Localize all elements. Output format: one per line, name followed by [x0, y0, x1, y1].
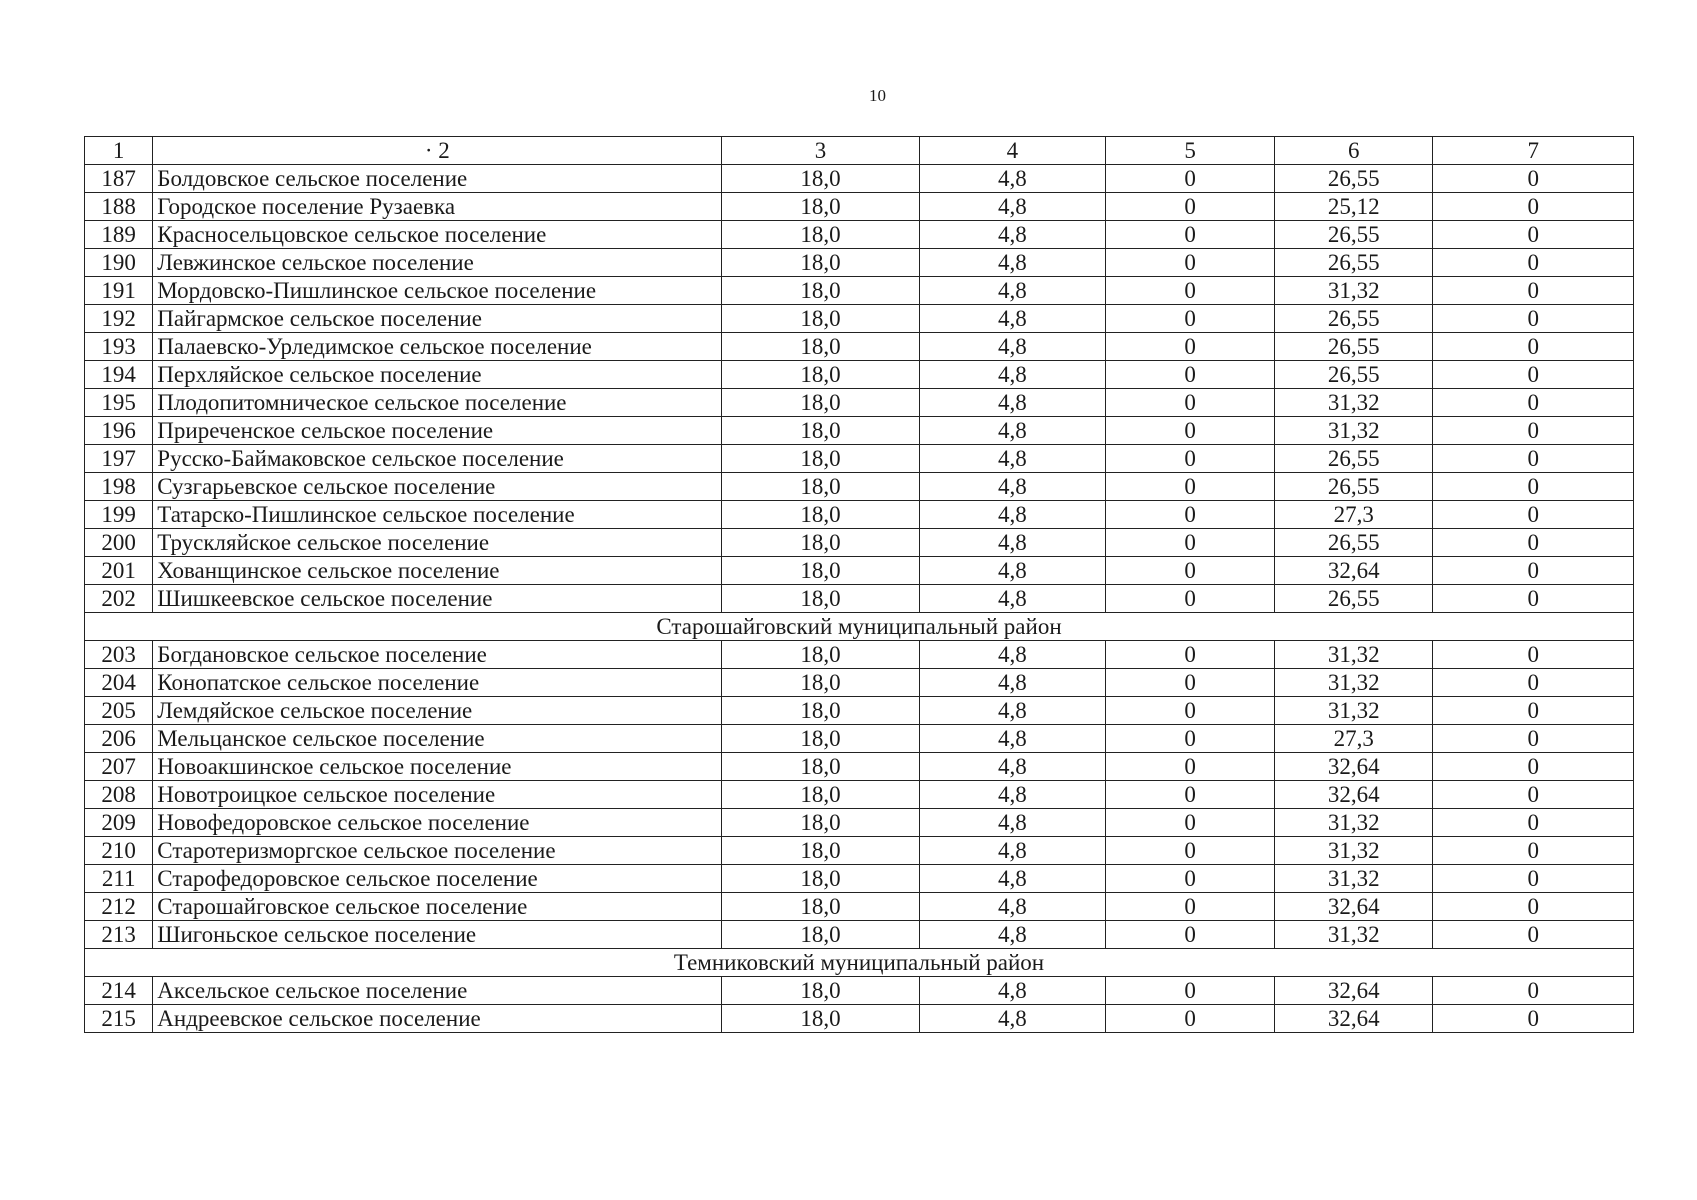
row-number: 192: [85, 305, 153, 333]
value-col-6: 26,55: [1275, 529, 1433, 557]
value-col-5: 0: [1106, 221, 1275, 249]
header-cell-4: 4: [919, 137, 1105, 165]
value-col-5: 0: [1106, 697, 1275, 725]
value-col-7: 0: [1433, 445, 1634, 473]
value-col-6: 31,32: [1275, 417, 1433, 445]
value-col-5: 0: [1106, 361, 1275, 389]
row-number: 214: [85, 977, 153, 1005]
value-col-5: 0: [1106, 529, 1275, 557]
header-cell-3: 3: [722, 137, 919, 165]
value-col-3: 18,0: [722, 921, 919, 949]
settlement-name: Трускляйское сельское поселение: [153, 529, 722, 557]
row-number: 193: [85, 333, 153, 361]
value-col-5: 0: [1106, 641, 1275, 669]
row-number: 196: [85, 417, 153, 445]
value-col-6: 31,32: [1275, 389, 1433, 417]
table-row: [85, 753, 1634, 781]
value-col-7: 0: [1433, 641, 1634, 669]
settlement-name: Хованщинское сельское поселение: [153, 557, 722, 585]
value-col-4: 4,8: [919, 389, 1105, 417]
value-col-4: 4,8: [919, 865, 1105, 893]
value-col-5: 0: [1106, 417, 1275, 445]
value-col-4: 4,8: [919, 557, 1105, 585]
header-cell-1: 1: [85, 137, 153, 165]
header-cell-7: 7: [1433, 137, 1634, 165]
value-col-7: 0: [1433, 473, 1634, 501]
table-row: [85, 249, 1634, 277]
value-col-6: 31,32: [1275, 277, 1433, 305]
header-cell-6: 6: [1275, 137, 1433, 165]
value-col-4: 4,8: [919, 893, 1105, 921]
settlement-name: Старофедоровское сельское поселение: [153, 865, 722, 893]
value-col-5: 0: [1106, 1005, 1275, 1033]
value-col-4: 4,8: [919, 305, 1105, 333]
table-row: [85, 921, 1634, 949]
settlement-name: Пайгармское сельское поселение: [153, 305, 722, 333]
value-col-7: 0: [1433, 305, 1634, 333]
settlement-name: Плодопитомническое сельское поселение: [153, 389, 722, 417]
value-col-5: 0: [1106, 669, 1275, 697]
table-row: [85, 781, 1634, 809]
value-col-3: 18,0: [722, 221, 919, 249]
settlement-name: Сузгарьевское сельское поселение: [153, 473, 722, 501]
value-col-4: 4,8: [919, 753, 1105, 781]
settlement-name: Новофедоровское сельское поселение: [153, 809, 722, 837]
value-col-5: 0: [1106, 305, 1275, 333]
value-col-3: 18,0: [722, 529, 919, 557]
value-col-6: 26,55: [1275, 333, 1433, 361]
value-col-4: 4,8: [919, 249, 1105, 277]
value-col-6: 26,55: [1275, 249, 1433, 277]
value-col-6: 32,64: [1275, 1005, 1433, 1033]
table-row: [85, 389, 1634, 417]
table-body: [85, 137, 1634, 1033]
settlement-name: Мельцанское сельское поселение: [153, 725, 722, 753]
value-col-4: 4,8: [919, 501, 1105, 529]
table-row: [85, 361, 1634, 389]
value-col-6: 31,32: [1275, 837, 1433, 865]
value-col-5: 0: [1106, 921, 1275, 949]
value-col-7: 0: [1433, 865, 1634, 893]
value-col-4: 4,8: [919, 977, 1105, 1005]
table-row: [85, 585, 1634, 613]
settlement-name: Приреченское сельское поселение: [153, 417, 722, 445]
value-col-5: 0: [1106, 165, 1275, 193]
value-col-7: 0: [1433, 725, 1634, 753]
value-col-5: 0: [1106, 473, 1275, 501]
value-col-3: 18,0: [722, 361, 919, 389]
row-number: 187: [85, 165, 153, 193]
table-row: [85, 977, 1634, 1005]
value-col-7: 0: [1433, 753, 1634, 781]
value-col-5: 0: [1106, 753, 1275, 781]
header-row: [85, 137, 1634, 165]
settlement-name: Городское поселение Рузаевка: [153, 193, 722, 221]
value-col-6: 32,64: [1275, 753, 1433, 781]
value-col-4: 4,8: [919, 1005, 1105, 1033]
row-number: 205: [85, 697, 153, 725]
table-row: [85, 669, 1634, 697]
value-col-6: 31,32: [1275, 865, 1433, 893]
table-row: [85, 193, 1634, 221]
value-col-7: 0: [1433, 417, 1634, 445]
table-row: [85, 1005, 1634, 1033]
settlement-name: Старошайговское сельское поселение: [153, 893, 722, 921]
value-col-5: 0: [1106, 501, 1275, 529]
value-col-7: 0: [1433, 1005, 1634, 1033]
value-col-6: 31,32: [1275, 921, 1433, 949]
row-number: 197: [85, 445, 153, 473]
value-col-7: 0: [1433, 361, 1634, 389]
district-heading-row: [85, 613, 1634, 641]
value-col-4: 4,8: [919, 921, 1105, 949]
value-col-7: 0: [1433, 193, 1634, 221]
value-col-3: 18,0: [722, 781, 919, 809]
value-col-5: 0: [1106, 557, 1275, 585]
district-heading: Темниковский муниципальный район: [85, 949, 1634, 977]
value-col-3: 18,0: [722, 165, 919, 193]
value-col-3: 18,0: [722, 389, 919, 417]
settlement-name: Перхляйское сельское поселение: [153, 361, 722, 389]
value-col-3: 18,0: [722, 249, 919, 277]
settlement-name: Палаевско-Урледимское сельское поселение: [153, 333, 722, 361]
value-col-4: 4,8: [919, 725, 1105, 753]
settlement-name: Новотроицкое сельское поселение: [153, 781, 722, 809]
table-row: [85, 641, 1634, 669]
value-col-6: 31,32: [1275, 697, 1433, 725]
row-number: 202: [85, 585, 153, 613]
value-col-5: 0: [1106, 781, 1275, 809]
value-col-7: 0: [1433, 893, 1634, 921]
table-row: [85, 837, 1634, 865]
value-col-7: 0: [1433, 501, 1634, 529]
data-table: [84, 136, 1634, 1033]
table-row: [85, 557, 1634, 585]
value-col-6: 27,3: [1275, 725, 1433, 753]
header-cell-5: 5: [1106, 137, 1275, 165]
header-cell-2: · 2: [153, 137, 722, 165]
row-number: 213: [85, 921, 153, 949]
row-number: 198: [85, 473, 153, 501]
value-col-6: 32,64: [1275, 893, 1433, 921]
value-col-3: 18,0: [722, 445, 919, 473]
value-col-6: 27,3: [1275, 501, 1433, 529]
settlement-name: Андреевское сельское поселение: [153, 1005, 722, 1033]
value-col-5: 0: [1106, 837, 1275, 865]
value-col-7: 0: [1433, 697, 1634, 725]
value-col-6: 32,64: [1275, 977, 1433, 1005]
value-col-6: 31,32: [1275, 669, 1433, 697]
table-row: [85, 697, 1634, 725]
value-col-7: 0: [1433, 669, 1634, 697]
settlement-name: Богдановское сельское поселение: [153, 641, 722, 669]
value-col-4: 4,8: [919, 417, 1105, 445]
value-col-3: 18,0: [722, 753, 919, 781]
row-number: 203: [85, 641, 153, 669]
table-row: [85, 333, 1634, 361]
value-col-7: 0: [1433, 781, 1634, 809]
row-number: 206: [85, 725, 153, 753]
value-col-3: 18,0: [722, 893, 919, 921]
table-row: [85, 417, 1634, 445]
value-col-7: 0: [1433, 333, 1634, 361]
value-col-6: 26,55: [1275, 585, 1433, 613]
value-col-3: 18,0: [722, 837, 919, 865]
table-row: [85, 221, 1634, 249]
value-col-3: 18,0: [722, 725, 919, 753]
value-col-7: 0: [1433, 585, 1634, 613]
table-row: [85, 165, 1634, 193]
value-col-7: 0: [1433, 389, 1634, 417]
value-col-7: 0: [1433, 165, 1634, 193]
district-heading-row: [85, 949, 1634, 977]
table-row: [85, 473, 1634, 501]
value-col-6: 26,55: [1275, 165, 1433, 193]
row-number: 215: [85, 1005, 153, 1033]
value-col-5: 0: [1106, 445, 1275, 473]
value-col-6: 26,55: [1275, 221, 1433, 249]
value-col-3: 18,0: [722, 669, 919, 697]
value-col-3: 18,0: [722, 501, 919, 529]
page-number: 10: [869, 86, 886, 105]
value-col-4: 4,8: [919, 781, 1105, 809]
value-col-3: 18,0: [722, 809, 919, 837]
value-col-4: 4,8: [919, 445, 1105, 473]
value-col-3: 18,0: [722, 697, 919, 725]
value-col-5: 0: [1106, 725, 1275, 753]
value-col-7: 0: [1433, 809, 1634, 837]
value-col-3: 18,0: [722, 641, 919, 669]
row-number: 195: [85, 389, 153, 417]
value-col-5: 0: [1106, 977, 1275, 1005]
row-number: 207: [85, 753, 153, 781]
value-col-4: 4,8: [919, 809, 1105, 837]
settlement-name: Татарско-Пишлинское сельское поселение: [153, 501, 722, 529]
value-col-5: 0: [1106, 809, 1275, 837]
table-row: [85, 501, 1634, 529]
value-col-6: 26,55: [1275, 305, 1433, 333]
value-col-3: 18,0: [722, 305, 919, 333]
value-col-4: 4,8: [919, 669, 1105, 697]
settlement-name: Русско-Баймаковское сельское поселение: [153, 445, 722, 473]
value-col-4: 4,8: [919, 277, 1105, 305]
value-col-6: 32,64: [1275, 557, 1433, 585]
value-col-7: 0: [1433, 977, 1634, 1005]
value-col-3: 18,0: [722, 557, 919, 585]
row-number: 201: [85, 557, 153, 585]
value-col-5: 0: [1106, 893, 1275, 921]
value-col-6: 25,12: [1275, 193, 1433, 221]
value-col-5: 0: [1106, 865, 1275, 893]
row-number: 204: [85, 669, 153, 697]
table-row: [85, 445, 1634, 473]
value-col-5: 0: [1106, 585, 1275, 613]
settlement-name: Левжинское сельское поселение: [153, 249, 722, 277]
value-col-7: 0: [1433, 249, 1634, 277]
settlement-name: Болдовское сельское поселение: [153, 165, 722, 193]
value-col-7: 0: [1433, 529, 1634, 557]
settlement-name: Аксельское сельское поселение: [153, 977, 722, 1005]
value-col-4: 4,8: [919, 585, 1105, 613]
row-number: 194: [85, 361, 153, 389]
row-number: 209: [85, 809, 153, 837]
value-col-3: 18,0: [722, 1005, 919, 1033]
value-col-3: 18,0: [722, 193, 919, 221]
value-col-5: 0: [1106, 389, 1275, 417]
table-row: [85, 305, 1634, 333]
row-number: 200: [85, 529, 153, 557]
value-col-3: 18,0: [722, 277, 919, 305]
table-row: [85, 277, 1634, 305]
value-col-7: 0: [1433, 921, 1634, 949]
value-col-4: 4,8: [919, 641, 1105, 669]
value-col-7: 0: [1433, 557, 1634, 585]
value-col-6: 32,64: [1275, 781, 1433, 809]
value-col-4: 4,8: [919, 473, 1105, 501]
table-row: [85, 893, 1634, 921]
value-col-3: 18,0: [722, 977, 919, 1005]
settlement-name: Шишкеевское сельское поселение: [153, 585, 722, 613]
value-col-5: 0: [1106, 277, 1275, 305]
value-col-3: 18,0: [722, 473, 919, 501]
value-col-5: 0: [1106, 193, 1275, 221]
value-col-6: 26,55: [1275, 361, 1433, 389]
value-col-3: 18,0: [722, 417, 919, 445]
row-number: 212: [85, 893, 153, 921]
table-row: [85, 725, 1634, 753]
value-col-5: 0: [1106, 333, 1275, 361]
settlement-name: Шигоньское сельское поселение: [153, 921, 722, 949]
value-col-4: 4,8: [919, 697, 1105, 725]
settlement-name: Мордовско-Пишлинское сельское поселение: [153, 277, 722, 305]
value-col-4: 4,8: [919, 333, 1105, 361]
row-number: 188: [85, 193, 153, 221]
value-col-3: 18,0: [722, 585, 919, 613]
settlement-name: Красносельцовское сельское поселение: [153, 221, 722, 249]
row-number: 191: [85, 277, 153, 305]
value-col-4: 4,8: [919, 837, 1105, 865]
value-col-6: 31,32: [1275, 641, 1433, 669]
row-number: 190: [85, 249, 153, 277]
table-row: [85, 865, 1634, 893]
district-heading: Старошайговский муниципальный район: [85, 613, 1634, 641]
row-number: 189: [85, 221, 153, 249]
row-number: 208: [85, 781, 153, 809]
row-number: 211: [85, 865, 153, 893]
value-col-3: 18,0: [722, 865, 919, 893]
value-col-7: 0: [1433, 837, 1634, 865]
value-col-7: 0: [1433, 277, 1634, 305]
value-col-4: 4,8: [919, 165, 1105, 193]
value-col-5: 0: [1106, 249, 1275, 277]
value-col-7: 0: [1433, 221, 1634, 249]
row-number: 199: [85, 501, 153, 529]
value-col-4: 4,8: [919, 361, 1105, 389]
value-col-6: 31,32: [1275, 809, 1433, 837]
value-col-3: 18,0: [722, 333, 919, 361]
value-col-4: 4,8: [919, 221, 1105, 249]
settlement-name: Конопатское сельское поселение: [153, 669, 722, 697]
table-row: [85, 809, 1634, 837]
table-row: [85, 529, 1634, 557]
value-col-6: 26,55: [1275, 473, 1433, 501]
settlement-name: Лемдяйское сельское поселение: [153, 697, 722, 725]
value-col-4: 4,8: [919, 529, 1105, 557]
settlement-name: Старотеризморгское сельское поселение: [153, 837, 722, 865]
value-col-6: 26,55: [1275, 445, 1433, 473]
row-number: 210: [85, 837, 153, 865]
value-col-4: 4,8: [919, 193, 1105, 221]
settlement-name: Новоакшинское сельское поселение: [153, 753, 722, 781]
